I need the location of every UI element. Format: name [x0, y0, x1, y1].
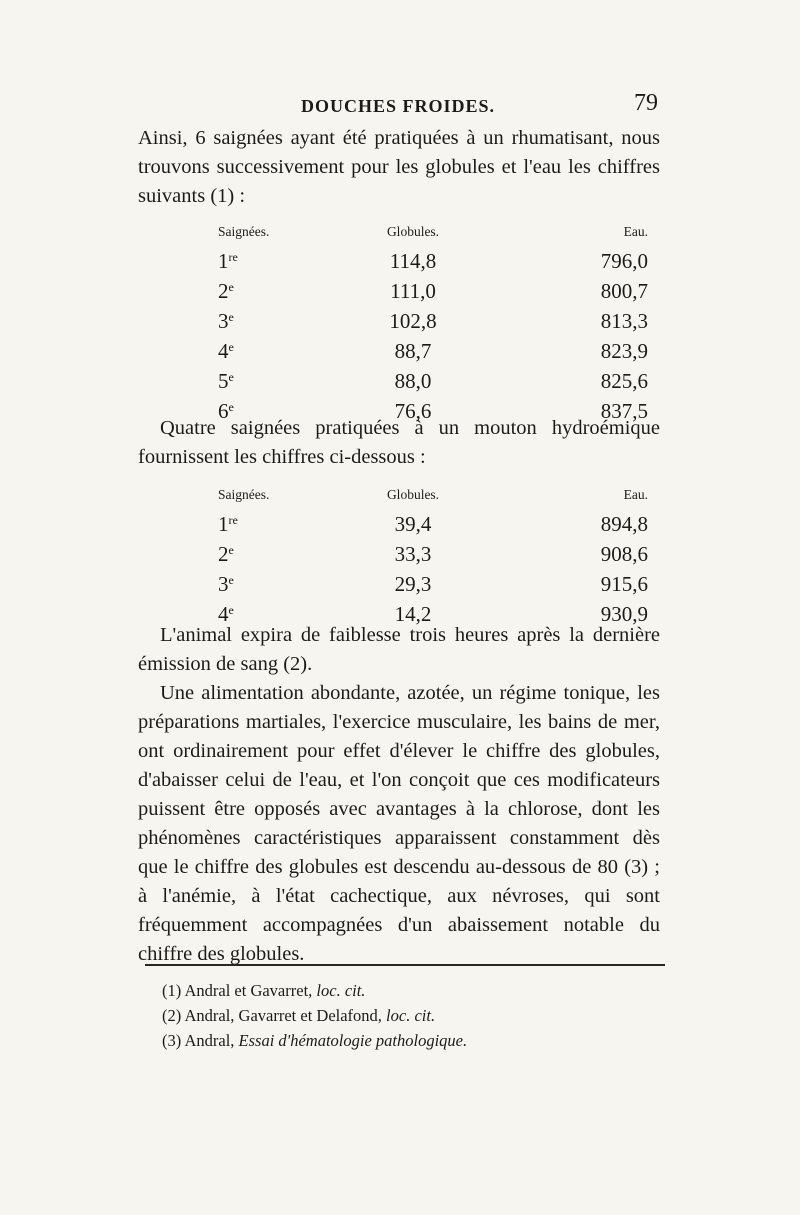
col-header-eau: Eau. [623, 224, 648, 239]
footnote: (2) Andral, Gavarret et Delafond, loc. cit. [162, 1006, 436, 1025]
saignee-number: 1re [218, 248, 238, 273]
text-block-2 [138, 414, 660, 472]
saignee-number: 2e [218, 278, 234, 303]
paragraph-alimentation: Une alimentation abondante, azotée, un régime tonique, les préparations martiales, l'exercice musculaire, les bains de mer, ont ordinairement pour effet d'élever le chiffre des globules, d'abaisser celui de l'eau, et l'on conçoit que ces modificateurs puissent être opposés avec avantages à la chlorose, dont les phénomènes caractéristiques apparaissent constamment dès que le chiffre des globules est descendu au-dessous de 80 (3) ; à l'anémie, à l'état cachectique, aux névroses, qui sont fréquemment accompagnées d'un abaissement notable du chiffre des globules. [138, 682, 660, 965]
eau-value: 894,8 [600, 511, 648, 536]
eau-value: 825,6 [600, 368, 648, 393]
paragraph-mouton: Quatre saignées pratiquées à un mouton hydroémique fournissent les chiffres ci-dessous : [138, 417, 660, 468]
table-row [206, 246, 648, 276]
page-number: 79 [634, 90, 658, 116]
col-header-saignees: Saignées. [218, 224, 270, 239]
saignee-number: 3e [218, 308, 234, 333]
col-header-saignees: Saignées. [218, 487, 270, 502]
table-header-row [206, 224, 648, 246]
eau-value: 915,6 [600, 571, 648, 596]
footnote: (3) Andral, Essai d'hématologie pathologique. [162, 1031, 468, 1050]
saignee-number: 5e [218, 368, 234, 393]
table-row [206, 509, 648, 539]
footnote-divider [145, 964, 665, 966]
eau-value: 796,0 [600, 248, 648, 273]
globules-value: 33,3 [394, 541, 432, 566]
table-rhumatisant [206, 224, 648, 426]
footnotes [162, 978, 662, 1053]
saignee-number: 2e [218, 541, 234, 566]
saignee-number: 6e [218, 398, 234, 423]
paragraph-animal: L'animal expira de faiblesse trois heures après la dernière émission de sang (2). [138, 624, 660, 675]
globules-value: 111,0 [390, 278, 436, 303]
saignee-number: 4e [218, 338, 234, 363]
col-header-globules: Globules. [386, 487, 440, 502]
eau-value: 837,5 [600, 398, 648, 423]
table-row [206, 306, 648, 336]
eau-value: 813,3 [600, 308, 648, 333]
globules-value: 76,6 [394, 398, 432, 423]
col-header-eau: Eau. [623, 487, 648, 502]
globules-value: 14,2 [394, 601, 432, 626]
footnote: (1) Andral et Gavarret, loc. cit. [162, 981, 366, 1000]
text-block-1 [138, 124, 660, 211]
globules-value: 88,7 [394, 338, 432, 363]
saignee-number: 4e [218, 601, 234, 626]
running-title: DOUCHES FROIDES. [300, 96, 496, 116]
globules-value: 39,4 [394, 511, 432, 536]
table-row [206, 276, 648, 306]
saignee-number: 3e [218, 571, 234, 596]
table-mouton [206, 487, 648, 629]
col-header-globules: Globules. [386, 224, 440, 239]
saignee-number: 1re [218, 511, 238, 536]
running-header [138, 90, 658, 122]
table-row [206, 336, 648, 366]
text-block-3 [138, 621, 660, 969]
table-header-row [206, 487, 648, 509]
eau-value: 800,7 [600, 278, 648, 303]
eau-value: 908,6 [600, 541, 648, 566]
globules-value: 88,0 [394, 368, 432, 393]
eau-value: 823,9 [600, 338, 648, 363]
globules-value: 114,8 [389, 248, 437, 273]
paragraph-intro: Ainsi, 6 saignées ayant été pratiquées à un rhumatisant, nous trouvons successivement pour les globules et l'eau les chiffres suivants (1) : [138, 127, 660, 207]
globules-value: 29,3 [394, 571, 432, 596]
table-row [206, 539, 648, 569]
table-row [206, 569, 648, 599]
globules-value: 102,8 [389, 308, 437, 333]
table-row [206, 366, 648, 396]
eau-value: 930,9 [600, 601, 648, 626]
